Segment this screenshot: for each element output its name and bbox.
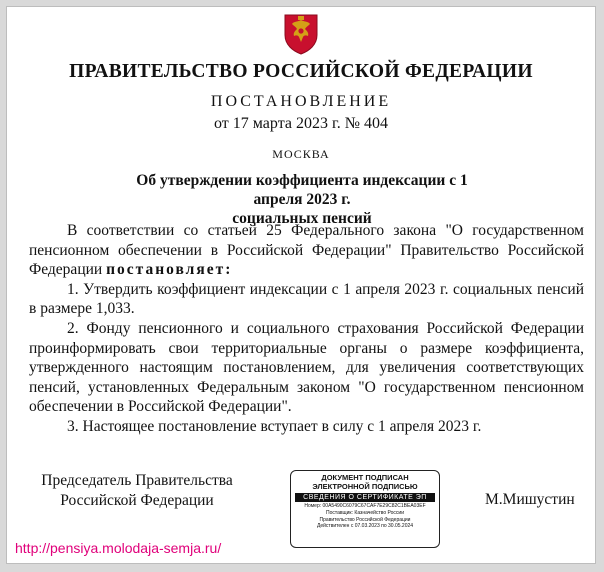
stamp-issuer: Поставщик: Казначейство России xyxy=(325,509,404,516)
resolves-word: постановляет: xyxy=(106,261,233,279)
signer-title-line-2: Российской Федерации xyxy=(60,492,214,509)
heading-line-2: социальных пенсий xyxy=(232,210,372,227)
document-heading xyxy=(127,171,477,228)
stamp-line-1: ДОКУМЕНТ ПОДПИСАН xyxy=(321,473,409,482)
watermark-url-link[interactable]: http://pensiya.molodaja-semja.ru/ xyxy=(15,540,222,556)
stamp-serial: Номер: 00A5490C6079C67CAF7E29C82C1BEA03EF xyxy=(304,503,426,509)
item-2: 2. Фонду пенсионного и социального страхования Российской Федерации проинформировать свои территориальные органы о размере коэффициента, утвержденного настоящим постановлением, для увеличения соответствующих пенсий, установленных Федеральным законом "О государственном пенсионном обеспечении в Российской Федерации". xyxy=(29,319,584,416)
stamp-owner: Правительство Российской Федерации xyxy=(319,516,411,523)
electronic-signature-stamp xyxy=(290,470,440,548)
signer-title-line-1: Председатель Правительства xyxy=(41,472,233,489)
stamp-line-2: ЭЛЕКТРОННОЙ ПОДПИСЬЮ xyxy=(312,481,418,491)
document-city: МОСКВА xyxy=(272,147,330,161)
document-date-number: от 17 марта 2023 г. № 404 xyxy=(214,115,388,132)
stamp-validity: Действителен с 07.03.2023 по 30.05.2024 xyxy=(316,523,414,530)
item-3: 3. Настоящее постановление вступает в силу с 1 апреля 2023 г. xyxy=(67,417,482,435)
stamp-certificate-band: СВЕДЕНИЯ О СЕРТИФИКАТЕ ЭП xyxy=(295,493,435,502)
heading-line-1: Об утверждении коэффициента индексации с 1 апреля 2023 г. xyxy=(136,172,468,208)
intro-text: В соответствии со статьей 25 Федерального закона "О государственном пенсионном обеспечении в Российской Федерации" Правительство Российской Федерации xyxy=(29,222,584,279)
document-body xyxy=(29,221,584,437)
government-title: ПРАВИТЕЛЬСТВО РОССИЙСКОЙ ФЕДЕРАЦИИ xyxy=(69,61,533,82)
coat-of-arms-icon xyxy=(281,11,321,55)
document-type: ПОСТАНОВЛЕНИЕ xyxy=(210,93,392,110)
signer-title xyxy=(27,471,247,511)
document-page xyxy=(6,6,596,564)
signer-name: М.Мишустин xyxy=(485,491,575,508)
intro-paragraph xyxy=(29,221,584,280)
stamp-header xyxy=(291,474,439,491)
item-1: 1. Утвердить коэффициент индексации с 1 апреля 2023 г. социальных пенсий в размере 1,033. xyxy=(29,280,584,318)
